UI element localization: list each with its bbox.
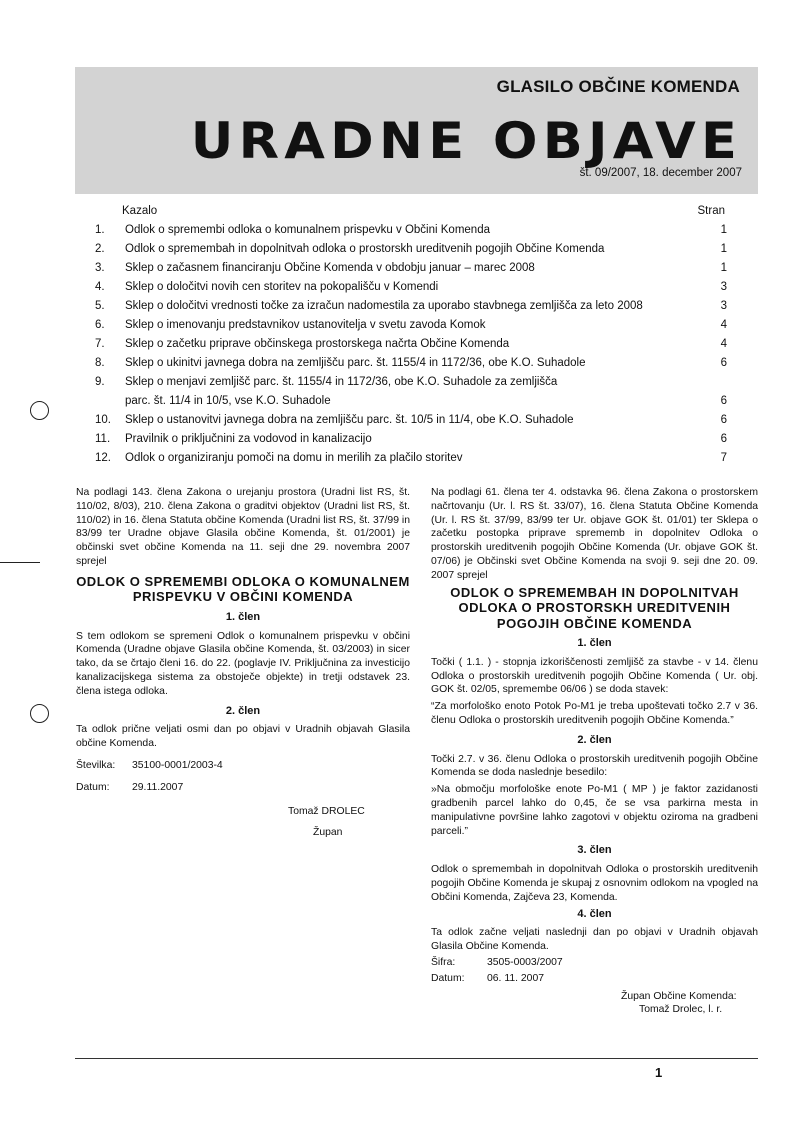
toc-item: [95, 430, 737, 449]
article-text: Točki ( 1.1. ) - stopnja izkoriščenosti zemljišč za stavbe - v 14. členu Odloka o prostorskih ureditvenih pogojih Občine Komenda ( Ur. obj. GOK št. 02/05, spremembe 06/06 ) se doda stavek:: [431, 656, 758, 696]
toc-item: [95, 278, 737, 297]
right-column: [431, 486, 758, 1017]
punch-hole: [30, 401, 49, 420]
toc-item: [95, 259, 737, 278]
article-heading: 1. člen: [225, 610, 261, 623]
toc-item-page: 1: [720, 262, 727, 274]
punch-hole: [30, 704, 49, 723]
toc-item-number: 6.: [95, 319, 105, 331]
article-heading: 4. člen: [577, 907, 612, 920]
masthead: [75, 67, 758, 194]
toc-item-title: Sklep o določitvi novih cen storitev na pokopališču v Komendi: [125, 281, 439, 293]
signer-role: Župan Občine Komenda:: [621, 990, 737, 1002]
article-text: “Za morfološko enoto Potok Po-M1 je treba upoštevati točko 2.7 v 36. členu Odloka o prostorskih ureditvenih pogojih Občine Komenda.”: [431, 701, 758, 727]
signer-name: Tomaž Drolec, l. r.: [639, 1004, 723, 1016]
toc-item-title: Sklep o začetku priprave občinskega prostorskega načrta Občine Komenda: [125, 338, 510, 350]
toc-item-title: Odlok o spremembah in dopolnitvah odloka o prostorskh ureditvenih pogojih Občine Komenda: [125, 243, 605, 255]
toc-item-page: 3: [720, 281, 727, 293]
left-column: [76, 486, 410, 840]
reference-number: Številka: 35100-0001/2003-4: [76, 759, 223, 771]
article-text: »Na območju morfološke enote Po-M1 ( MP ) je faktor zazidanosti gradbenih parcel lahko do 0,45, če se vsa parkirna mesta in manipulativne površine lahko zagotovi v objektu oziroma na gradbeni parceli.”: [431, 784, 758, 837]
toc-item-page: 1: [720, 243, 727, 255]
toc-item: [95, 221, 737, 240]
publication-name: GLASILO OBČINE KOMENDA: [496, 77, 740, 96]
toc-item-page: 7: [720, 452, 727, 464]
toc-item-title: Odlok o organiziranju pomoči na domu in merilih za plačilo storitev: [125, 452, 463, 464]
ordinance-heading: ODLOK O SPREMEMBAH IN DOPOLNITVAH ODLOKA O PROSTORSKH UREDITVENIH POGOJIH OBČINE KOMENDA: [450, 584, 739, 631]
toc-item-title: Sklep o začasnem financiranju Občine Komenda v obdobju januar – marec 2008: [125, 262, 535, 274]
article-text: Točki 2.7. v 36. členu Odloka o prostorskih ureditvenih pogojih Občine Komenda se doda naslednje besedilo:: [431, 753, 758, 779]
reference-number: Šifra: 3505-0003/2007: [431, 957, 563, 969]
page-number: 1: [655, 1065, 663, 1080]
toc-item-title: Sklep o menjavi zemljišč parc. št. 1155/4 in 1172/36, obe K.O. Suhadole za zemljišča: [125, 376, 558, 388]
toc-item: [95, 411, 737, 430]
toc-item-number: 2.: [95, 243, 105, 255]
toc-header: [95, 203, 737, 221]
toc-item-number: 10.: [95, 414, 111, 426]
article-text: Ta odlok začne veljati naslednji dan po objavi v Uradnih objavah Glasila Občine Komenda.: [431, 927, 758, 953]
toc-item: [95, 392, 737, 411]
toc-item-number: 4.: [95, 281, 105, 293]
toc-item-number: 11.: [95, 433, 111, 445]
page-title: URADNE OBJAVE: [190, 112, 742, 170]
toc-item-number: 5.: [95, 300, 105, 312]
article-text: S tem odlokom se spremeni Odlok o komunalnem prispevku v občini Komenda (Uradne objave Glasila občine Komenda, št. 03/2003) in sicer tako, da se črtajo členi 16. do 22. (poglavje IV. Priključnina za investicijo kanalizacijskega sistema za obstoječe objekte) in tretji odstavek 23. člena istega odloka.: [76, 630, 410, 697]
signer-name: Tomaž DROLEC: [288, 805, 365, 817]
toc-item-title: Sklep o določitvi vrednosti točke za izračun nadomestila za uporabo stavbnega zemljišča za leto 2008: [125, 300, 643, 312]
toc-item: [95, 449, 737, 468]
fold-mark: [0, 562, 40, 563]
footer-rule: [75, 1058, 758, 1059]
date-row: Datum: 29.11.2007: [76, 781, 184, 793]
toc-item-page: 6: [720, 357, 727, 369]
toc-item-page: 4: [720, 319, 727, 331]
toc-item-page: 6: [720, 414, 727, 426]
signer-role: Župan: [313, 827, 343, 839]
legal-basis-text: Na podlagi 143. člena Zakona o urejanju prostora (Uradni list RS, št. 110/02, 8/03), 210. člena Zakona o graditvi objektov (Uradni list RS, št. 110/02) in 16. člena Statuta občine Komenda (Uradni list RS, št. 37/99 in 83/99 ter Uradne objave Glasila občine Komenda, št. 01/2001) je občinski svet občine Komenda na 11. seji dne 29. novembra 2007 sprejel: [76, 487, 410, 567]
toc-heading: Kazalo: [122, 205, 158, 217]
toc-item-page: 3: [720, 300, 727, 312]
toc-item-page: 1: [720, 224, 727, 236]
toc-item-title: parc. št. 11/4 in 10/5, vse K.O. Suhadole: [125, 395, 331, 407]
toc-item-title: Sklep o imenovanju predstavnikov ustanovitelja v svetu zavoda Komok: [125, 319, 486, 331]
toc-item-title: Sklep o ukinitvi javnega dobra na zemljišču parc. št. 1155/4 in 1172/36, obe K.O. Suhadole: [125, 357, 586, 369]
toc-item-number: 12.: [95, 452, 111, 464]
toc-item-page: 6: [720, 433, 727, 445]
article-heading: 3. člen: [577, 844, 612, 857]
toc-item-number: 7.: [95, 338, 105, 350]
toc-item-page: 6: [720, 395, 727, 407]
toc-item-page: 4: [720, 338, 727, 350]
article-heading: 2. člen: [577, 733, 612, 746]
legal-basis-text: Na podlagi 61. člena ter 4. odstavka 96. člena Zakona o prostorskem načrtovanju (Ur. l. RS št. 33/07), 16. člena Statuta Občine Komenda (Ur. l. RS št. 37/99, 83/99 ter Ur. objave GOK št. 01/01) ter Sklepa o začetku postopka priprave sprememb in dopolnitev Odloka o prostorskih ureditvenih pogojih Občine Komenda (Ur. objave GOK št. 07/06) je Občinski svet Občine Komenda na svoji 9. seji dne 20. 09. 2007 sprejel: [431, 487, 758, 581]
toc-item-number: 3.: [95, 262, 105, 274]
toc-item-title: Odlok o spremembi odloka o komunalnem prispevku v Občini Komenda: [125, 224, 490, 236]
toc-item: [95, 354, 737, 373]
article-heading: 2. člen: [225, 704, 261, 717]
article-heading: 1. člen: [577, 637, 612, 650]
toc-item: [95, 316, 737, 335]
toc-page-heading: Stran: [697, 205, 725, 217]
table-of-contents: [95, 203, 737, 468]
article-text: Odlok o spremembah in dopolnitvah Odloka o prostorskih ureditvenih pogojih Občine Komenda je skupaj z osnovnim odlokom na vpogled na Občini Komenda, Zajčeva 23, Komenda.: [431, 864, 758, 903]
toc-item: [95, 373, 737, 392]
toc-item: [95, 240, 737, 259]
toc-item: [95, 335, 737, 354]
issue-info: št. 09/2007, 18. december 2007: [579, 167, 742, 179]
toc-item-title: Sklep o ustanovitvi javnega dobra na zemljišču parc. št. 10/5 in 11/4, obe K.O. Suhadole: [125, 414, 574, 426]
date-row: Datum: 06. 11. 2007: [431, 972, 545, 984]
toc-item-number: 8.: [95, 357, 105, 369]
article-text: Ta odlok prične veljati osmi dan po objavi v Uradnih objavah Glasila občine Komenda.: [76, 724, 410, 750]
toc-item-number: 1.: [95, 224, 105, 236]
toc-item-number: 9.: [95, 376, 105, 388]
toc-item: [95, 297, 737, 316]
ordinance-heading: ODLOK O SPREMEMBI ODLOKA O KOMUNALNEM PRISPEVKU V OBČINI KOMENDA: [76, 573, 410, 605]
toc-item-title: Pravilnik o priključnini za vodovod in kanalizacijo: [125, 433, 372, 445]
